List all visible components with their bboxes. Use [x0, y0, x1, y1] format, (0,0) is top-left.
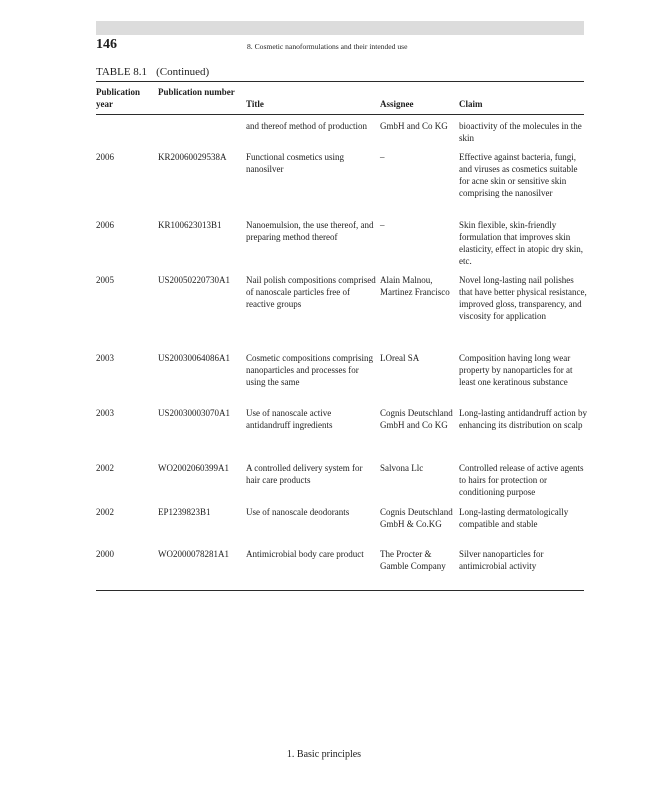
header-bar — [96, 21, 584, 35]
cell-assignee: Salvona Llc — [380, 463, 424, 473]
cell-year: 2002 — [96, 507, 114, 517]
cell-assignee: GmbH and Co KG — [380, 121, 448, 131]
cell-title: A controlled delivery system for hair care products — [246, 463, 363, 485]
cell-publication: KR100623013B1 — [158, 220, 222, 230]
cell-year: 2003 — [96, 408, 114, 418]
cell-year: 2000 — [96, 549, 114, 559]
cell-assignee: The Procter & Gamble Company — [380, 549, 446, 571]
col-header-assignee: Assignee — [380, 99, 414, 109]
table-bottom-rule — [96, 590, 584, 591]
cell-title: Antimicrobial body care product — [246, 549, 364, 559]
table-caption-note: (Continued) — [156, 66, 210, 78]
table-header-rule — [96, 114, 584, 115]
cell-publication: KR20060029538A — [158, 152, 227, 162]
cell-year: 2006 — [96, 220, 114, 230]
cell-title: Functional cosmetics using nanosilver — [246, 152, 344, 174]
cell-publication: EP1239823B1 — [158, 507, 211, 517]
cell-publication: WO2000078281A1 — [158, 549, 229, 559]
cell-assignee: Cognis Deutschland GmbH and Co KG — [380, 408, 453, 430]
running-head: 8. Cosmetic nanoformulations and their intended use — [247, 42, 408, 51]
cell-assignee: – — [380, 220, 385, 230]
cell-claim: Silver nanoparticles for antimicrobial activity — [459, 549, 544, 571]
cell-title: and thereof method of production — [246, 121, 367, 131]
col-header-year: Publication year — [96, 87, 141, 109]
cell-assignee: Alain Malnou, Martinez Francisco — [380, 275, 450, 297]
cell-claim: bioactivity of the molecules in the skin — [459, 121, 582, 143]
cell-publication: US20030064086A1 — [158, 353, 231, 363]
page-footer: 1. Basic principles — [286, 749, 362, 760]
cell-year: 2006 — [96, 152, 114, 162]
cell-assignee: LOreal SA — [380, 353, 420, 363]
cell-publication: US20050220730A1 — [158, 275, 231, 285]
cell-year: 2002 — [96, 463, 114, 473]
cell-year: 2003 — [96, 353, 114, 363]
cell-claim: Novel long-lasting nail polishes that have better physical resistance, improved gloss, transparency, and viscosity for application — [459, 275, 587, 321]
cell-claim: Effective against bacteria, fungi, and viruses as cosmetics suitable for acne skin or sensitive skin comprising the nanosilver — [459, 152, 578, 198]
col-header-title: Title — [246, 99, 264, 109]
table-number: TABLE 8.1 — [96, 66, 148, 78]
cell-title: Use of nanoscale active antidandruff ingredients — [246, 408, 333, 430]
cell-year: 2005 — [96, 275, 114, 285]
cell-claim: Skin flexible, skin-friendly formulation that improves skin elasticity, effect in atopic dry skin, etc. — [459, 220, 583, 266]
cell-claim: Long-lasting antidandruff action by enhancing its distribution on scalp — [459, 408, 588, 430]
table-caption — [96, 66, 209, 78]
table-top-rule — [96, 81, 584, 82]
cell-publication: US20030003070A1 — [158, 408, 231, 418]
cell-title: Nanoemulsion, the use thereof, and preparing method thereof — [246, 220, 374, 242]
cell-title: Cosmetic compositions comprising nanoparticles and processes for using the same — [246, 353, 373, 387]
page-number: 146 — [96, 37, 117, 52]
cell-claim: Long-lasting dermatologically compatible and stable — [459, 507, 569, 529]
cell-assignee: Cognis Deutschland GmbH & Co.KG — [380, 507, 453, 529]
col-header-publication: Publication number — [158, 87, 235, 97]
col-header-claim: Claim — [459, 99, 483, 109]
cell-claim: Composition having long wear property by nanoparticles for at least one keratinous substance — [459, 353, 573, 387]
cell-claim: Controlled release of active agents to hairs for protection or conditioning purpose — [459, 463, 584, 497]
cell-publication: WO2002060399A1 — [158, 463, 229, 473]
cell-title: Use of nanoscale deodorants — [246, 507, 350, 517]
cell-assignee: – — [380, 152, 385, 162]
cell-title: Nail polish compositions comprised of nanoscale particles free of reactive groups — [246, 275, 376, 309]
